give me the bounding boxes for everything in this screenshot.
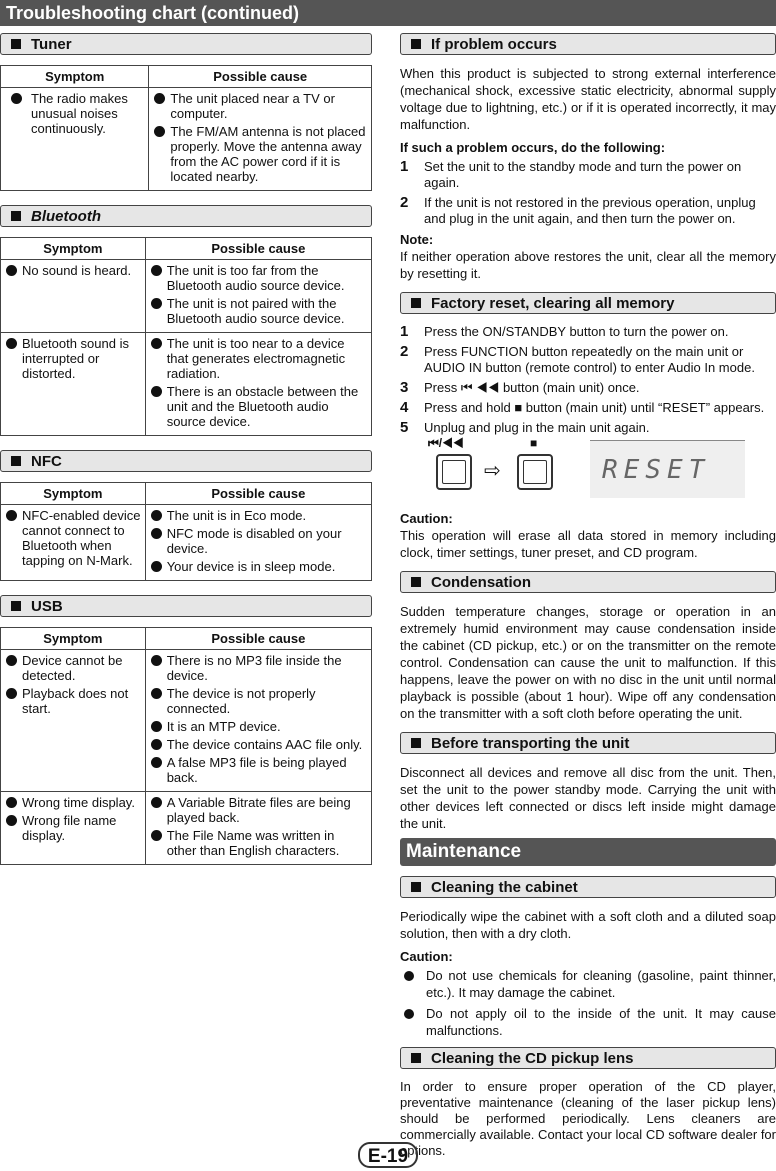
condensation-heading: Condensation [400, 571, 776, 593]
column-header-cause: Possible cause [145, 483, 371, 505]
symptom-text: Wrong file name display. [22, 813, 117, 843]
right-column [400, 33, 776, 1165]
cause-text: The unit is too far from the Bluetooth audio source device. [166, 263, 345, 293]
column-header-cause: Possible cause [145, 628, 371, 650]
cause-text: A Variable Bitrate files are being played back. [166, 795, 351, 825]
table-row [1, 650, 372, 792]
table-row [1, 505, 372, 581]
stop-label: ■ [530, 436, 538, 450]
cause-text: The File Name was written in other than English characters. [166, 828, 340, 858]
step-item: 2 Press FUNCTION button repeatedly on the main unit or AUDIO IN button (remote control) to enter Audio In mode. [400, 343, 755, 375]
usb-heading: USB [0, 595, 372, 617]
symptom-text: NFC-enabled device cannot connect to Bluetooth when tapping on N-Mark. [22, 508, 141, 568]
maintenance-heading: Maintenance [400, 838, 776, 866]
page-number: E-19 [358, 1142, 418, 1168]
nfc-table [0, 482, 372, 581]
step-item: 1 Set the unit to the standby mode and turn the power on again. [400, 158, 742, 190]
tuner-heading: Tuner [0, 33, 372, 55]
column-header-cause: Possible cause [149, 66, 372, 88]
caution-label: Caution: [400, 511, 453, 526]
cause-text: The FM/AM antenna is not placed properly. Move the antenna away from the AC power cord if it is located nearby. [170, 124, 366, 184]
step-item: 2 If the unit is not restored in the previous operation, unplug and plug in the unit again, and then turn the power on. [400, 194, 756, 226]
bluetooth-heading: Bluetooth [0, 205, 372, 227]
square-bullet-icon [11, 601, 21, 611]
square-bullet-icon [411, 882, 421, 892]
square-bullet-icon [411, 39, 421, 49]
stop-button-icon [517, 454, 553, 490]
usb-table [0, 627, 372, 865]
bluetooth-table [0, 237, 372, 436]
condensation-text: Sudden temperature changes, storage or operation in an extremely humid environment may cause condensation inside the cabinet (CD pickup, etc.) or on the transmitter on the remote control. Condensation can cause the unit to malfunction. If this happens, leave the power on with no disc in the unit until normal playback is possible (about 1 hour). Wipe off any condensation on the transmitter with a soft cloth before operating the unit. [400, 604, 776, 721]
list-item: Do not use chemicals for cleaning (gasoline, paint thinner, etc.). It may damage the cabinet. [400, 967, 776, 1001]
factory-reset-heading: Factory reset, clearing all memory [400, 292, 776, 314]
lens-text: In order to ensure proper operation of the CD player, preventative maintenance (cleaning of the laser pickup lens) should be performed periodically. Lens cleaners are commercially available. Contact your local CD software dealer for options. [400, 1079, 776, 1158]
column-header-symptom: Symptom [1, 483, 146, 505]
symptom-text: No sound is heard. [22, 263, 132, 278]
reset-diagram [400, 436, 776, 500]
if-problem-heading: If problem occurs [400, 33, 776, 55]
square-bullet-icon [11, 456, 21, 466]
cause-text: A false MP3 file is being played back. [166, 755, 347, 785]
note-text: If neither operation above restores the unit, clear all the memory by resetting it. [400, 249, 776, 281]
caution-label: Caution: [400, 949, 453, 964]
skip-back-button-icon [436, 454, 472, 490]
step-item: 3 Press ⏮ ◀◀ button (main unit) once. [400, 379, 640, 396]
cause-text: The device is not properly connected. [166, 686, 316, 716]
symptom-text: Bluetooth sound is interrupted or distorted. [22, 336, 129, 381]
square-bullet-icon [411, 298, 421, 308]
if-problem-intro: When this product is subjected to strong external interference (mechanical shock, excessive static electricity, abnormal supply voltage due to lightning, etc.) or if it is operated incorrectly, it may malfunction. [400, 66, 776, 132]
step-item: 1 Press the ON/STANDBY button to turn the power on. [400, 323, 729, 340]
arrow-right-icon: ⇨ [484, 460, 501, 482]
table-row [1, 792, 372, 865]
table-row [1, 88, 372, 191]
left-column [0, 33, 372, 879]
symptom-text: Wrong time display. [22, 795, 135, 810]
cause-text: It is an MTP device. [166, 719, 281, 734]
if-problem-subhead: If such a problem occurs, do the following: [400, 140, 666, 155]
step-item: 4 Press and hold ■ button (main unit) until “RESET” appears. [400, 399, 765, 416]
square-bullet-icon [411, 1053, 421, 1063]
column-header-symptom: Symptom [1, 238, 146, 260]
cause-text: The device contains AAC file only. [166, 737, 363, 752]
cause-text: The unit is too near to a device that generates electromagnetic radiation. [166, 336, 346, 381]
caution-text: This operation will erase all data stored in memory including clock, timer settings, tuner preset, and CD program. [400, 528, 776, 560]
step-item: 5 Unplug and plug in the main unit again. [400, 419, 650, 436]
square-bullet-icon [411, 577, 421, 587]
lens-heading: Cleaning the CD pickup lens [400, 1047, 776, 1069]
cause-text: The unit is in Eco mode. [166, 508, 307, 523]
table-row [1, 260, 372, 333]
table-row [1, 333, 372, 436]
column-header-cause: Possible cause [145, 238, 371, 260]
symptom-text: Device cannot be detected. [22, 653, 123, 683]
page-title: Troubleshooting chart (continued) [0, 0, 776, 26]
skip-back-label: ⏮/◀◀ [428, 436, 464, 450]
column-header-symptom: Symptom [1, 628, 146, 650]
cause-text: There is an obstacle between the unit and the Bluetooth audio source device. [166, 384, 359, 429]
nfc-heading: NFC [0, 450, 372, 472]
list-item: Do not apply oil to the inside of the unit. It may cause malfunctions. [400, 1005, 776, 1039]
cabinet-heading: Cleaning the cabinet [400, 876, 776, 898]
column-header-symptom: Symptom [1, 66, 149, 88]
cause-text: NFC mode is disabled on your device. [166, 526, 342, 556]
cabinet-text: Periodically wipe the cabinet with a soft cloth and a diluted soap solution, then with a dry cloth. [400, 909, 776, 941]
symptom-text: The radio makes unusual noises continuously. [31, 91, 128, 136]
symptom-text: Playback does not start. [22, 686, 129, 716]
cause-text: Your device is in sleep mode. [166, 559, 336, 574]
tuner-table [0, 65, 372, 191]
note-label: Note: [400, 232, 434, 247]
transport-text: Disconnect all devices and remove all disc from the unit. Then, set the unit to the power standby mode. Carrying the unit with other devices left connected or discs left inside might damage the unit. [400, 765, 776, 831]
cause-text: There is no MP3 file inside the device. [166, 653, 342, 683]
square-bullet-icon [11, 39, 21, 49]
square-bullet-icon [411, 738, 421, 748]
transport-heading: Before transporting the unit [400, 732, 776, 754]
square-bullet-icon [11, 211, 21, 221]
cause-text: The unit placed near a TV or computer. [170, 91, 335, 121]
cause-text: The unit is not paired with the Bluetooth audio source device. [166, 296, 345, 326]
reset-display: RESET [590, 440, 745, 498]
